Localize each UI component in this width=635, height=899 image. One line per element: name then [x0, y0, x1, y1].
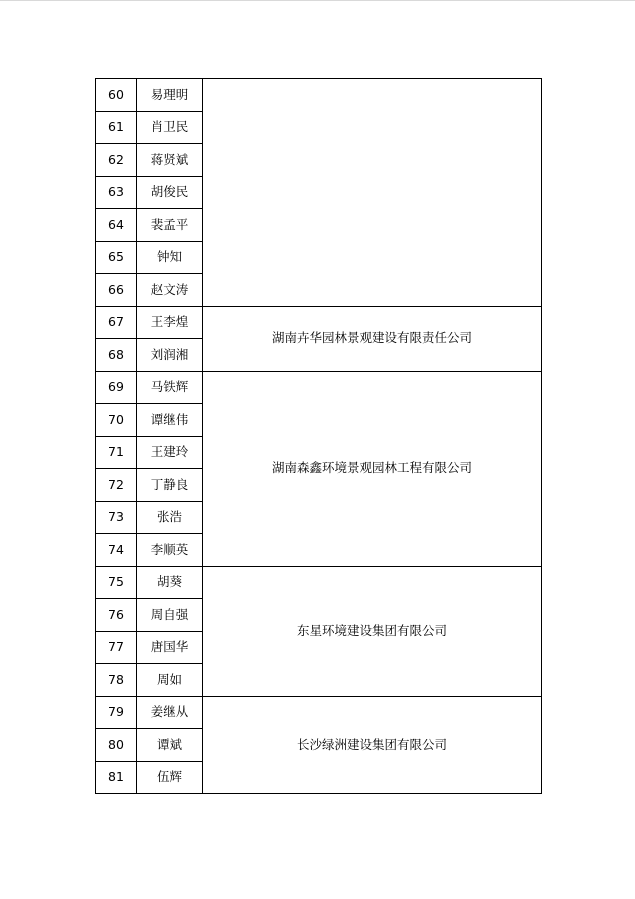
row-number-cell: 65	[96, 241, 137, 274]
row-number-cell: 79	[96, 696, 137, 729]
person-name-cell: 伍辉	[137, 761, 203, 794]
table-row	[96, 566, 542, 599]
person-name-cell: 谭继伟	[137, 404, 203, 437]
person-name-cell: 丁静良	[137, 469, 203, 502]
person-name-cell: 钟知	[137, 241, 203, 274]
row-number-cell: 66	[96, 274, 137, 307]
row-number-cell: 76	[96, 599, 137, 632]
row-number-cell: 60	[96, 79, 137, 112]
row-number-cell: 73	[96, 501, 137, 534]
company-name-cell: 东星环境建设集团有限公司	[203, 566, 542, 696]
row-number-cell: 67	[96, 306, 137, 339]
person-name-cell: 周自强	[137, 599, 203, 632]
row-number-cell: 68	[96, 339, 137, 372]
row-number-cell: 80	[96, 729, 137, 762]
person-name-cell: 肖卫民	[137, 111, 203, 144]
row-number-cell: 81	[96, 761, 137, 794]
person-name-cell: 胡葵	[137, 566, 203, 599]
table-row	[96, 79, 542, 112]
row-number-cell: 70	[96, 404, 137, 437]
row-number-cell: 74	[96, 534, 137, 567]
table-row	[96, 371, 542, 404]
person-name-cell: 胡俊民	[137, 176, 203, 209]
person-name-cell: 王建玲	[137, 436, 203, 469]
table-row	[96, 696, 542, 729]
row-number-cell: 77	[96, 631, 137, 664]
person-name-cell: 蒋贤斌	[137, 144, 203, 177]
row-number-cell: 69	[96, 371, 137, 404]
row-number-cell: 62	[96, 144, 137, 177]
person-name-cell: 谭斌	[137, 729, 203, 762]
person-name-cell: 周如	[137, 664, 203, 697]
row-number-cell: 64	[96, 209, 137, 242]
row-number-cell: 71	[96, 436, 137, 469]
company-name-cell	[203, 79, 542, 307]
person-name-cell: 刘润湘	[137, 339, 203, 372]
person-name-cell: 张浩	[137, 501, 203, 534]
person-name-cell: 赵文涛	[137, 274, 203, 307]
person-name-cell: 李顺英	[137, 534, 203, 567]
company-name-cell: 长沙绿洲建设集团有限公司	[203, 696, 542, 794]
page-top-divider	[0, 0, 635, 1]
row-number-cell: 61	[96, 111, 137, 144]
row-number-cell: 75	[96, 566, 137, 599]
person-name-cell: 马铁辉	[137, 371, 203, 404]
person-name-cell: 唐国华	[137, 631, 203, 664]
roster-table	[95, 78, 542, 794]
company-name-cell: 湖南卉华园林景观建设有限责任公司	[203, 306, 542, 371]
person-name-cell: 王李煌	[137, 306, 203, 339]
row-number-cell: 78	[96, 664, 137, 697]
table-row	[96, 306, 542, 339]
person-name-cell: 姜继从	[137, 696, 203, 729]
row-number-cell: 72	[96, 469, 137, 502]
company-name-cell: 湖南森鑫环境景观园林工程有限公司	[203, 371, 542, 566]
person-name-cell: 裴孟平	[137, 209, 203, 242]
roster-table-body	[96, 79, 542, 794]
person-name-cell: 易理明	[137, 79, 203, 112]
row-number-cell: 63	[96, 176, 137, 209]
